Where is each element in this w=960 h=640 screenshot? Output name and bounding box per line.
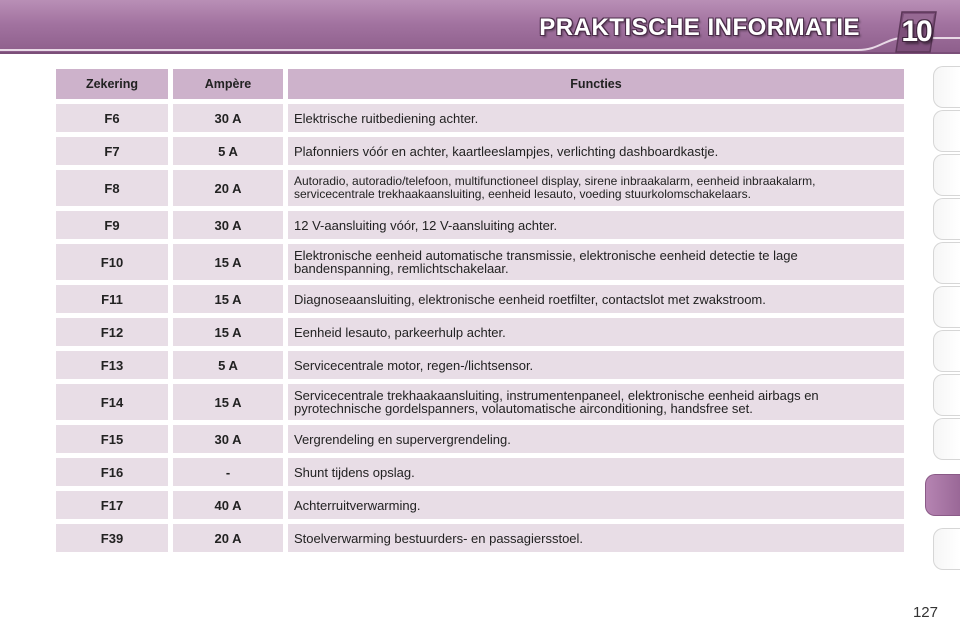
function-cell: Plafonniers vóór en achter, kaartleeslampjes, verlichting dashboardkastje. bbox=[283, 137, 904, 165]
side-tab-7[interactable] bbox=[933, 330, 960, 372]
function-cell: Achterruitverwarming. bbox=[283, 491, 904, 519]
column-header-fuse: Zekering bbox=[56, 69, 168, 99]
table-row bbox=[56, 104, 904, 132]
fuse-cell: F10 bbox=[56, 244, 168, 280]
fuse-cell: F15 bbox=[56, 425, 168, 453]
fuse-cell: F16 bbox=[56, 458, 168, 486]
side-tab-10-active[interactable] bbox=[925, 474, 960, 516]
ampere-cell: 15 A bbox=[168, 244, 283, 280]
column-header-ampere: Ampère bbox=[168, 69, 283, 99]
table-row bbox=[56, 285, 904, 313]
ampere-cell: 30 A bbox=[168, 211, 283, 239]
chapter-side-tabs bbox=[930, 66, 960, 576]
fuse-cell: F14 bbox=[56, 384, 168, 420]
ampere-cell: 5 A bbox=[168, 137, 283, 165]
ampere-cell: 5 A bbox=[168, 351, 283, 379]
side-tab-6[interactable] bbox=[933, 286, 960, 328]
chapter-number: 10 bbox=[901, 15, 931, 48]
fuse-cell: F39 bbox=[56, 524, 168, 552]
fuse-cell: F11 bbox=[56, 285, 168, 313]
fuse-cell: F8 bbox=[56, 170, 168, 206]
side-tab-9[interactable] bbox=[933, 418, 960, 460]
ampere-cell: 20 A bbox=[168, 170, 283, 206]
table-row bbox=[56, 351, 904, 379]
table-header-row bbox=[56, 69, 904, 99]
side-tab-2[interactable] bbox=[933, 110, 960, 152]
function-cell: Diagnoseaansluiting, elektronische eenheid roetfilter, contactslot met zwakstroom. bbox=[283, 285, 904, 313]
ampere-cell: 30 A bbox=[168, 104, 283, 132]
function-cell: Vergrendeling en supervergrendeling. bbox=[283, 425, 904, 453]
page-title: PRAKTISCHE INFORMATIE bbox=[539, 14, 860, 41]
ampere-cell: 15 A bbox=[168, 285, 283, 313]
side-tab-11[interactable] bbox=[933, 528, 960, 570]
fuse-table bbox=[56, 64, 904, 557]
table-row bbox=[56, 137, 904, 165]
fuse-cell: F13 bbox=[56, 351, 168, 379]
side-tab-8[interactable] bbox=[933, 374, 960, 416]
function-cell: Stoelverwarming bestuurders- en passagiersstoel. bbox=[283, 524, 904, 552]
table-row bbox=[56, 425, 904, 453]
table-row bbox=[56, 244, 904, 280]
table-row bbox=[56, 318, 904, 346]
table-row bbox=[56, 524, 904, 552]
function-cell: Servicecentrale trekhaakaansluiting, instrumentenpaneel, elektronische eenheid airbags en pyrotechnische gordelspanners, volautomatische airconditioning, handsfree set. bbox=[283, 384, 904, 420]
table-row bbox=[56, 384, 904, 420]
ampere-cell: 15 A bbox=[168, 318, 283, 346]
ampere-cell: 40 A bbox=[168, 491, 283, 519]
table-row bbox=[56, 211, 904, 239]
fuse-cell: F9 bbox=[56, 211, 168, 239]
function-cell: Elektronische eenheid automatische transmissie, elektronische eenheid detectie te lage bandenspanning, remlichtschakelaar. bbox=[283, 244, 904, 280]
function-cell: Eenheid lesauto, parkeerhulp achter. bbox=[283, 318, 904, 346]
page-number: 127 bbox=[912, 604, 938, 621]
ampere-cell: 30 A bbox=[168, 425, 283, 453]
function-cell: Autoradio, autoradio/telefoon, multifunctioneel display, sirene inbraakalarm, eenheid inbraakalarm, servicecentrale trekhaakaansluiting, eenheid lesauto, voeding stuurkolomschakelaars. bbox=[283, 170, 904, 206]
function-cell: Servicecentrale motor, regen-/lichtsensor. bbox=[283, 351, 904, 379]
fuse-cell: F7 bbox=[56, 137, 168, 165]
table-row bbox=[56, 458, 904, 486]
side-tab-3[interactable] bbox=[933, 154, 960, 196]
ampere-cell: - bbox=[168, 458, 283, 486]
function-cell: 12 V-aansluiting vóór, 12 V-aansluiting achter. bbox=[283, 211, 904, 239]
header-band bbox=[0, 0, 960, 54]
side-tab-1[interactable] bbox=[933, 66, 960, 108]
column-header-functions: Functies bbox=[283, 69, 904, 99]
side-tab-4[interactable] bbox=[933, 198, 960, 240]
table-row bbox=[56, 170, 904, 206]
function-cell: Shunt tijdens opslag. bbox=[283, 458, 904, 486]
function-cell: Elektrische ruitbediening achter. bbox=[283, 104, 904, 132]
side-tab-5[interactable] bbox=[933, 242, 960, 284]
ampere-cell: 15 A bbox=[168, 384, 283, 420]
fuse-cell: F17 bbox=[56, 491, 168, 519]
ampere-cell: 20 A bbox=[168, 524, 283, 552]
fuse-cell: F6 bbox=[56, 104, 168, 132]
table-row bbox=[56, 491, 904, 519]
fuse-cell: F12 bbox=[56, 318, 168, 346]
